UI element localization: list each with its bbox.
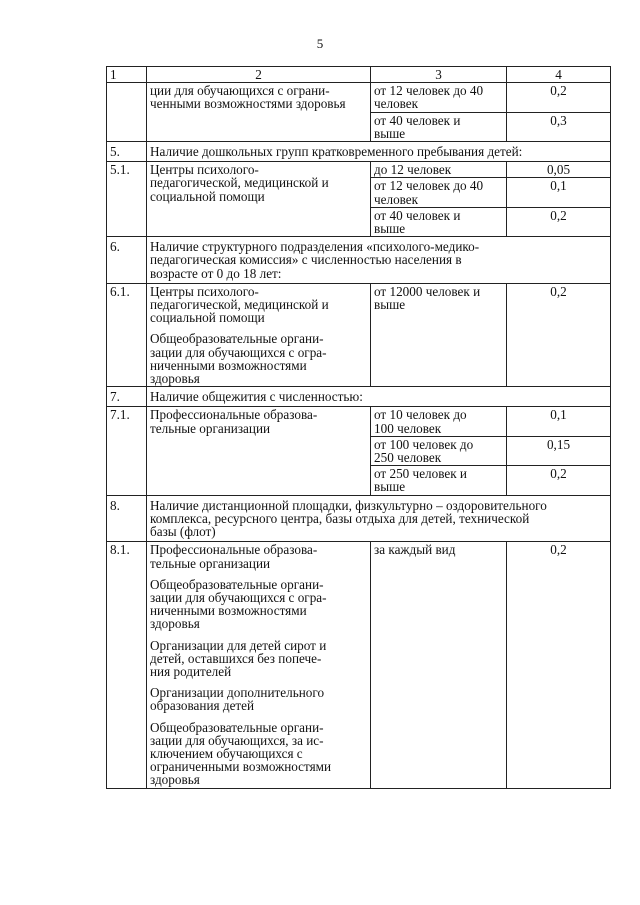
size-range-cell: до 12 человек	[371, 162, 507, 178]
table-row	[107, 283, 611, 386]
table-row	[107, 162, 611, 178]
table-header-row	[107, 67, 611, 83]
table-row	[107, 83, 611, 112]
coefficient-cell: 0,2	[507, 83, 611, 112]
coefficient-cell: 0,2	[507, 283, 611, 386]
coefficient-cell: 0,2	[507, 466, 611, 495]
organization-cell: Профессиональные образова- тельные организации	[147, 407, 371, 495]
row-number-cell: 6.	[107, 237, 147, 284]
row-number-cell	[107, 83, 147, 142]
size-range-cell: за каждый вид	[371, 542, 507, 788]
row-number-cell: 5.1.	[107, 162, 147, 237]
row-number-cell: 8.	[107, 495, 147, 542]
coefficient-cell: 0,2	[507, 542, 611, 788]
size-range-cell: от 100 человек до 250 человек	[371, 436, 507, 465]
section-row	[107, 387, 611, 407]
table-row	[107, 542, 611, 788]
section-title-cell: Наличие структурного подразделения «психолого-медико- педагогическая комиссия» с численностью населения в возрасте от 0 до 18 лет:	[147, 237, 611, 284]
coefficient-cell: 0,05	[507, 162, 611, 178]
page-number: 5	[316, 36, 324, 51]
table-row	[107, 407, 611, 436]
row-number-cell: 8.1.	[107, 542, 147, 788]
coefficient-cell: 0,2	[507, 207, 611, 236]
organization-cell: Профессиональные образова- тельные организации Общеобразовательные органи- зации для обучающихся с огра- ниченными возможностями здоровья Организации для детей сирот и детей, оставшихся без попече- ния родителей Организации дополнительного образования детей Общеобразовательные органи- зации для обучающихся, за ис- ключением обучающихся с ограниченными возможностями здоровья	[147, 542, 371, 788]
organization-cell: Центры психолого- педагогической, медицинской и социальной помощи	[147, 162, 371, 237]
section-title-cell: Наличие дистанционной площадки, физкультурно – оздоровительного комплекса, ресурсного центра, базы отдыха для детей, технической базы (флот)	[147, 495, 611, 542]
row-number-cell: 6.1.	[107, 283, 147, 386]
coefficient-cell: 0,15	[507, 436, 611, 465]
coefficient-cell: 0,1	[507, 178, 611, 207]
size-range-cell: от 12 человек до 40 человек	[371, 83, 507, 112]
header-cell-1: 1	[107, 67, 147, 83]
section-row	[107, 237, 611, 284]
size-range-cell: от 250 человек и выше	[371, 466, 507, 495]
section-row	[107, 142, 611, 162]
header-cell-4: 4	[507, 67, 611, 83]
section-title-cell: Наличие дошкольных групп кратковременного пребывания детей:	[147, 142, 611, 162]
coefficient-cell: 0,1	[507, 407, 611, 436]
section-row	[107, 495, 611, 542]
coefficients-table	[106, 66, 611, 789]
header-cell-3: 3	[371, 67, 507, 83]
coefficient-cell: 0,3	[507, 112, 611, 141]
header-cell-2: 2	[147, 67, 371, 83]
size-range-cell: от 12000 человек и выше	[371, 283, 507, 386]
section-title-cell: Наличие общежития с численностью:	[147, 387, 611, 407]
row-number-cell: 7.1.	[107, 407, 147, 495]
organization-cell: Центры психолого- педагогической, медицинской и социальной помощи Общеобразовательные органи- зации для обучающихся с огра- ниченными возможностями здоровья	[147, 283, 371, 386]
organization-cell: ции для обучающихся с ограни- ченными возможностями здоровья	[147, 83, 371, 142]
row-number-cell: 5.	[107, 142, 147, 162]
size-range-cell: от 40 человек и выше	[371, 207, 507, 236]
row-number-cell: 7.	[107, 387, 147, 407]
size-range-cell: от 10 человек до 100 человек	[371, 407, 507, 436]
size-range-cell: от 12 человек до 40 человек	[371, 178, 507, 207]
size-range-cell: от 40 человек и выше	[371, 112, 507, 141]
